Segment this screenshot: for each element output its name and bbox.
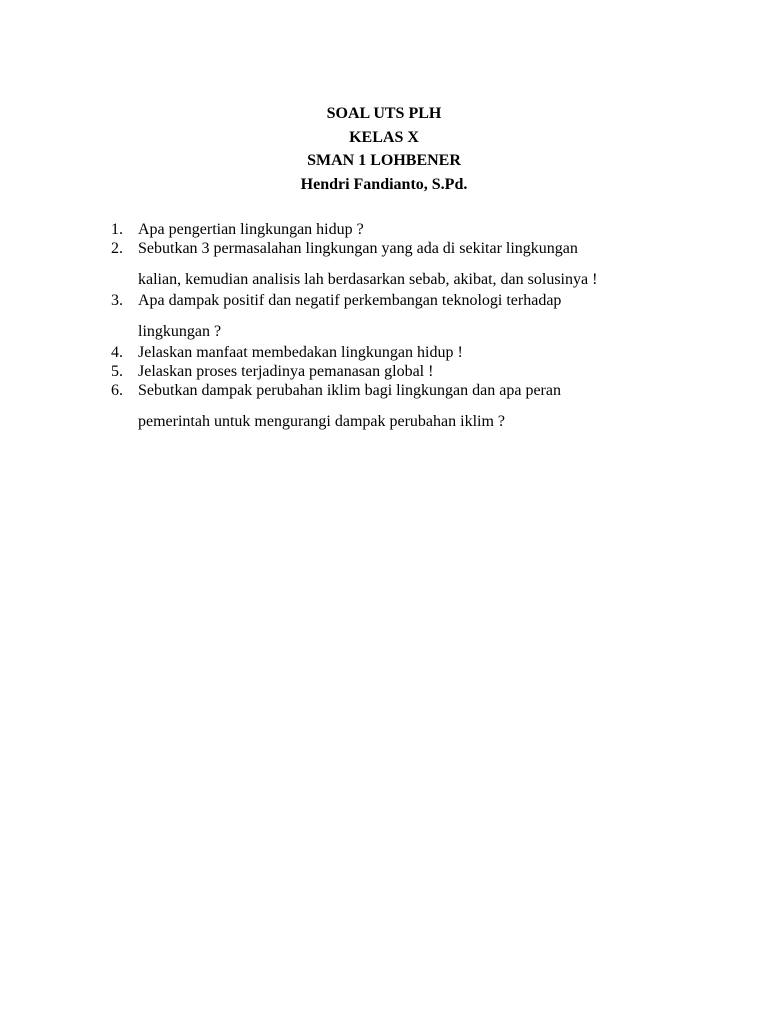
question-text: Apa pengertian lingkungan hidup ? xyxy=(138,221,364,238)
question-text-continued: kalian, kemudian analisis lah berdasarkan sebab, akibat, dan solusinya ! xyxy=(138,271,598,288)
question-item xyxy=(111,239,671,291)
question-number: 2. xyxy=(111,240,123,257)
question-text-continued: lingkungan ? xyxy=(138,323,222,340)
question-item xyxy=(111,362,671,381)
school-name: SMAN 1 LOHBENER xyxy=(307,152,461,169)
question-number: 5. xyxy=(111,363,123,380)
question-text: Jelaskan proses terjadinya pemanasan global ! xyxy=(138,363,434,380)
question-number: 4. xyxy=(111,344,123,361)
document-header xyxy=(0,102,768,196)
question-text-continued: pemerintah untuk mengurangi dampak perubahan iklim ? xyxy=(138,413,505,430)
question-item xyxy=(111,381,671,433)
question-text: Apa dampak positif dan negatif perkembangan teknologi terhadap xyxy=(138,292,562,309)
question-item xyxy=(111,220,671,239)
question-list xyxy=(111,220,671,433)
question-text: Jelaskan manfaat membedakan lingkungan hidup ! xyxy=(138,344,463,361)
question-item xyxy=(111,343,671,362)
exam-title: SOAL UTS PLH xyxy=(326,105,442,122)
question-number: 1. xyxy=(111,221,123,238)
question-text: Sebutkan dampak perubahan iklim bagi lingkungan dan apa peran xyxy=(138,382,561,399)
question-item xyxy=(111,291,671,343)
question-number: 3. xyxy=(111,292,123,309)
teacher-name: Hendri Fandianto, S.Pd. xyxy=(300,175,468,193)
question-number: 6. xyxy=(111,382,123,399)
question-text: Sebutkan 3 permasalahan lingkungan yang ada di sekitar lingkungan xyxy=(138,240,578,257)
class-label: KELAS X xyxy=(349,128,419,146)
